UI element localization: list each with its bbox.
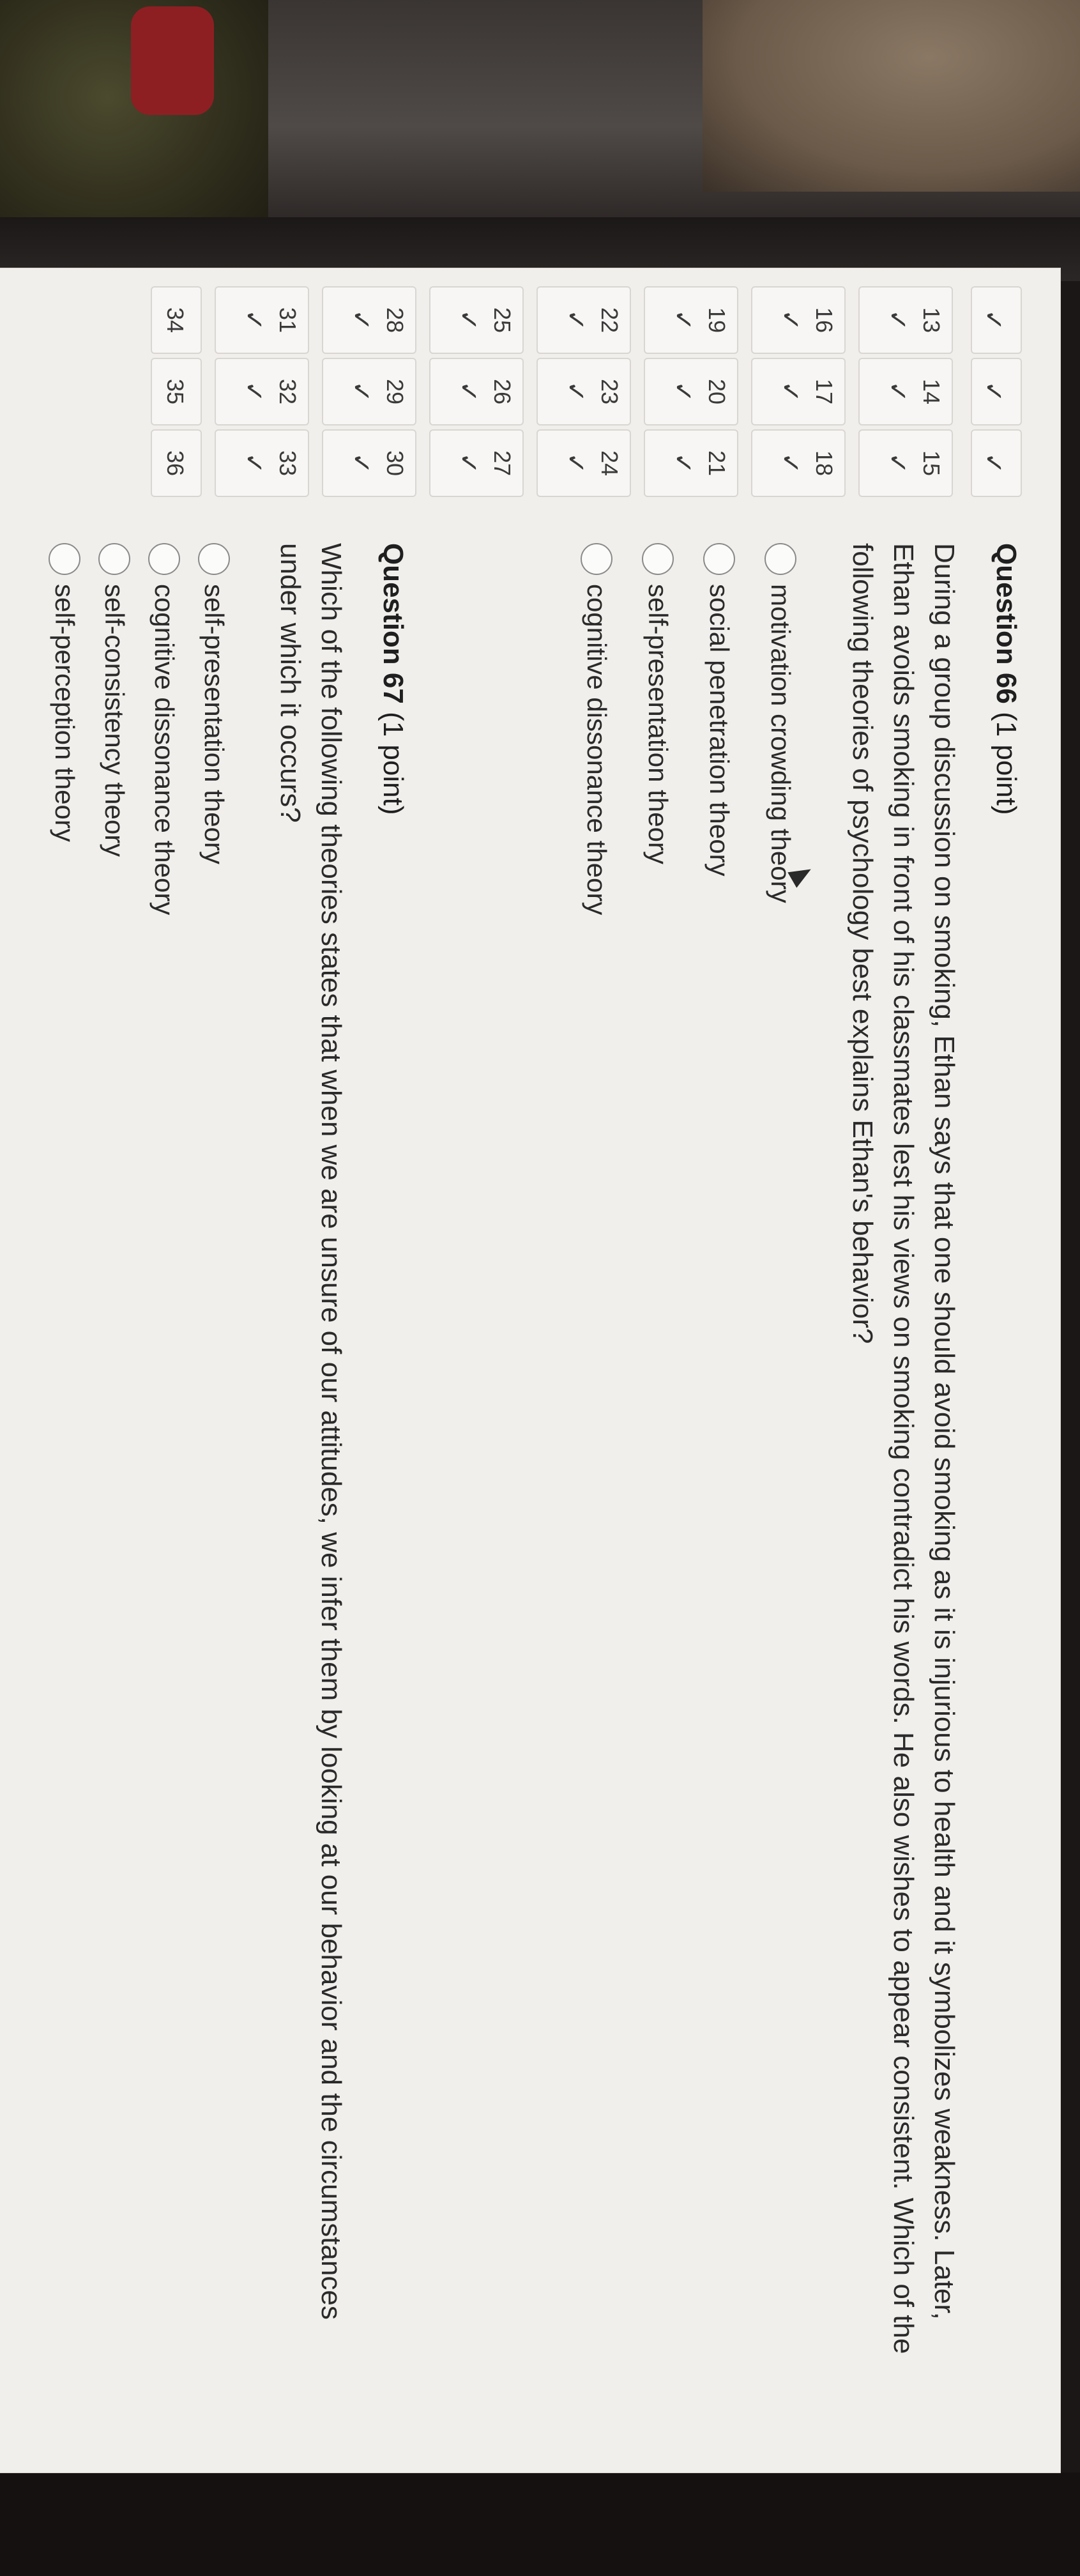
question-number: 14 (918, 378, 945, 405)
checkmark-icon: ✓ (454, 452, 482, 474)
question-number: 20 (704, 378, 730, 405)
question-nav-cell[interactable] (215, 429, 309, 497)
radio-button[interactable] (703, 543, 735, 575)
answer-options (566, 543, 811, 2396)
question-nav-row (215, 286, 309, 516)
checkmark-icon: ✓ (347, 381, 375, 402)
question-nav-cell[interactable] (858, 429, 953, 497)
question-nav-cell[interactable] (215, 286, 309, 354)
question-number: 23 (597, 378, 623, 405)
checkmark-icon: ✓ (561, 381, 589, 402)
answer-option[interactable] (89, 543, 139, 2396)
question-number: 22 (597, 307, 623, 334)
question-nav-row (536, 286, 631, 516)
checkmark-icon: ✓ (669, 452, 697, 474)
answer-option[interactable] (627, 543, 688, 2396)
question-nav-cell[interactable] (644, 358, 738, 425)
question-66 (566, 543, 1022, 2396)
question-nav-cell[interactable] (322, 286, 416, 354)
answer-option[interactable] (40, 543, 89, 2396)
question-number: 31 (275, 307, 301, 334)
question-nav-cell[interactable] (751, 358, 846, 425)
radio-button[interactable] (642, 543, 674, 575)
question-nav-row (429, 286, 524, 516)
question-nav-cell[interactable] (536, 358, 631, 425)
answer-option[interactable] (189, 543, 239, 2396)
answer-option[interactable] (566, 543, 627, 2396)
question-label: Question 67 (377, 543, 409, 704)
radio-button[interactable] (49, 543, 80, 575)
question-nav-row (858, 286, 953, 516)
checkmark-icon: ✓ (347, 309, 375, 331)
question-nav-cell[interactable] (971, 429, 1022, 497)
radio-button[interactable] (581, 543, 612, 575)
laptop-bezel-bottom (0, 2472, 1080, 2576)
option-label: cognitive dissonance theory (582, 584, 612, 916)
radio-button[interactable] (148, 543, 180, 575)
question-number: 35 (162, 378, 188, 405)
question-number: 28 (382, 307, 408, 334)
question-nav-cell[interactable] (151, 358, 202, 425)
question-nav-row (644, 286, 738, 516)
checkmark-icon: ✓ (776, 381, 804, 402)
checkmark-icon: ✓ (979, 452, 1007, 474)
question-number: 16 (811, 307, 837, 334)
question-points: (1 point) (377, 712, 409, 815)
checkmark-icon: ✓ (979, 309, 1007, 331)
answer-option[interactable] (688, 543, 750, 2396)
question-number: 18 (811, 450, 837, 477)
question-label: Question 66 (991, 543, 1022, 704)
photo-red-object (131, 6, 214, 115)
checkmark-icon: ✓ (561, 452, 589, 474)
question-nav-row (322, 286, 416, 516)
question-navigator (138, 286, 1022, 516)
question-number: 29 (382, 378, 408, 405)
option-label: self-presentation theory (199, 584, 229, 864)
checkmark-icon: ✓ (561, 309, 589, 331)
option-label: social penetration theory (704, 584, 734, 877)
checkmark-icon: ✓ (883, 452, 911, 474)
question-number: 30 (382, 450, 408, 477)
checkmark-icon: ✓ (240, 381, 268, 402)
question-nav-cell[interactable] (322, 358, 416, 425)
photo-pillow (703, 0, 1080, 192)
question-67 (40, 543, 409, 2396)
checkmark-icon: ✓ (776, 452, 804, 474)
question-points: (1 point) (991, 712, 1022, 815)
checkmark-icon: ✓ (979, 381, 1007, 402)
question-text: During a group discussion on smoking, Ethan says that one should avoid smoking as it is injurious to health and it symbolizes weakness. Later, Ethan avoids smoking in front of his classmates lest his views on smoking contradict his words. He also wishes to appear consistent. Which of the following theories of psychology best explains Ethan's behavior? (847, 543, 960, 2354)
question-number: 26 (489, 378, 515, 405)
question-nav-row (751, 286, 846, 516)
question-number: 27 (489, 450, 515, 477)
question-number: 36 (162, 450, 188, 477)
question-nav-cell[interactable] (971, 358, 1022, 425)
question-nav-cell[interactable] (644, 429, 738, 497)
checkmark-icon: ✓ (454, 381, 482, 402)
question-title (990, 543, 1022, 2396)
radio-button[interactable] (98, 543, 130, 575)
question-number: 34 (162, 307, 188, 334)
question-number: 21 (704, 450, 730, 477)
question-nav-cell[interactable] (429, 286, 524, 354)
question-number: 25 (489, 307, 515, 334)
question-nav-cell[interactable] (644, 286, 738, 354)
quiz-screen (0, 268, 1060, 2472)
checkmark-icon: ✓ (883, 381, 911, 402)
question-nav-cell[interactable] (429, 358, 524, 425)
option-label: self-presentation theory (643, 584, 673, 864)
question-nav-cell[interactable] (971, 286, 1022, 354)
question-number: 17 (811, 378, 837, 405)
question-nav-cell[interactable] (536, 286, 631, 354)
checkmark-icon: ✓ (669, 381, 697, 402)
question-nav-cell[interactable] (151, 429, 202, 497)
question-nav-cell[interactable] (858, 286, 953, 354)
question-text: Which of the following theories states that when we are unsure of our attitudes, we infer them by looking at our behavior and the circumstances under which it occurs? (275, 543, 347, 2320)
question-nav-cell[interactable] (751, 429, 846, 497)
question-number: 19 (704, 307, 730, 334)
question-nav-cell[interactable] (215, 358, 309, 425)
question-nav-cell[interactable] (536, 429, 631, 497)
checkmark-icon: ✓ (776, 309, 804, 331)
question-nav-cell[interactable] (751, 286, 846, 354)
question-title (377, 543, 409, 2396)
checkmark-icon: ✓ (669, 309, 697, 331)
question-nav-cell[interactable] (429, 429, 524, 497)
answer-option[interactable] (750, 543, 811, 2396)
radio-button[interactable] (198, 543, 230, 575)
radio-button[interactable] (764, 543, 796, 575)
question-nav-cell[interactable] (151, 286, 202, 354)
question-nav-cell[interactable] (858, 358, 953, 425)
checkmark-icon: ✓ (883, 309, 911, 331)
option-label: self-consistency theory (100, 584, 130, 857)
option-label: motivation crowding theory (766, 584, 796, 903)
question-number: 13 (918, 307, 945, 334)
question-number: 33 (275, 450, 301, 477)
question-nav-row (151, 286, 202, 516)
answer-options (40, 543, 239, 2396)
checkmark-icon: ✓ (240, 309, 268, 331)
option-label: self-perception theory (50, 584, 80, 842)
checkmark-icon: ✓ (454, 309, 482, 331)
answer-option[interactable] (139, 543, 189, 2396)
checkmark-icon: ✓ (240, 452, 268, 474)
question-nav-row (971, 286, 1022, 516)
option-label: cognitive dissonance theory (149, 584, 179, 916)
question-number: 32 (275, 378, 301, 405)
question-nav-cell[interactable] (322, 429, 416, 497)
checkmark-icon: ✓ (347, 452, 375, 474)
question-number: 15 (918, 450, 945, 477)
question-number: 24 (597, 450, 623, 477)
